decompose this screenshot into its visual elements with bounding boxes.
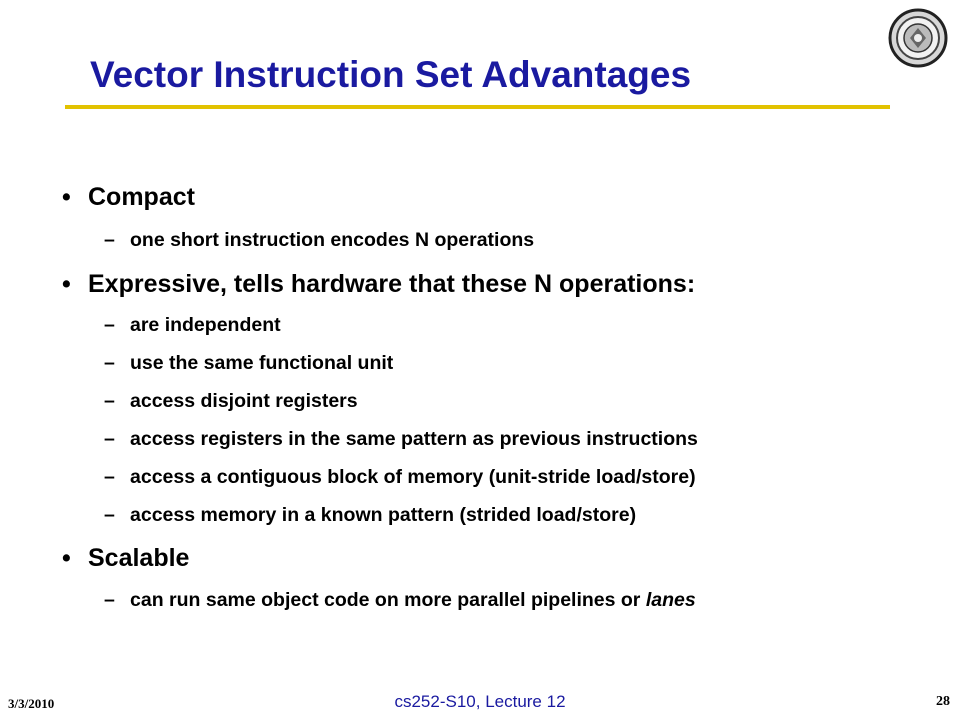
footer-date: 3/3/2010 bbox=[8, 696, 55, 711]
sub-bullet-item bbox=[104, 390, 358, 413]
bullet-item bbox=[62, 544, 189, 573]
sub-bullet-text: access a contiguous block of memory (unit-stride load/store) bbox=[130, 466, 696, 488]
dash-marker: – bbox=[104, 390, 115, 412]
bullet-marker: • bbox=[62, 183, 71, 211]
footer-course: cs252-S10, Lecture 12 bbox=[394, 692, 566, 711]
sub-bullet-text: can run same object code on more parallel pipelines or bbox=[130, 589, 646, 611]
dash-marker: – bbox=[104, 589, 115, 611]
bullet-marker: • bbox=[62, 544, 71, 572]
sub-bullet-text: are independent bbox=[130, 314, 281, 336]
sub-bullet-emphasis: lanes bbox=[645, 589, 696, 611]
bullet-marker: • bbox=[62, 270, 71, 298]
sub-bullet-text: one short instruction encodes N operations bbox=[130, 229, 535, 251]
slide-title: Vector Instruction Set Advantages bbox=[90, 54, 692, 95]
dash-marker: – bbox=[104, 466, 115, 488]
bullet-text: Scalable bbox=[88, 544, 190, 572]
sub-bullet-item bbox=[104, 504, 636, 527]
bullet-item bbox=[62, 183, 195, 212]
page-number: 28 bbox=[936, 694, 950, 709]
dash-marker: – bbox=[104, 229, 115, 251]
sub-bullet-text: use the same functional unit bbox=[130, 352, 394, 374]
dash-marker: – bbox=[104, 504, 115, 526]
dash-marker: – bbox=[104, 314, 115, 336]
sub-bullet-text: access registers in the same pattern as previous instructions bbox=[130, 428, 698, 450]
dash-marker: – bbox=[104, 428, 115, 450]
sub-bullet-item bbox=[104, 428, 698, 451]
sub-bullet-text: access disjoint registers bbox=[130, 390, 358, 412]
sub-bullet-item bbox=[104, 314, 281, 337]
dash-marker: – bbox=[104, 352, 115, 374]
sub-bullet-item bbox=[104, 229, 534, 252]
sub-bullet-item bbox=[104, 466, 696, 489]
bullet-text: Expressive, tells hardware that these N operations: bbox=[88, 270, 696, 298]
sub-bullet-text: access memory in a known pattern (strided load/store) bbox=[130, 504, 637, 526]
sub-bullet-item bbox=[104, 352, 393, 375]
sub-bullet-item bbox=[104, 589, 696, 612]
bullet-text: Compact bbox=[88, 183, 195, 211]
bullet-item bbox=[62, 270, 695, 299]
